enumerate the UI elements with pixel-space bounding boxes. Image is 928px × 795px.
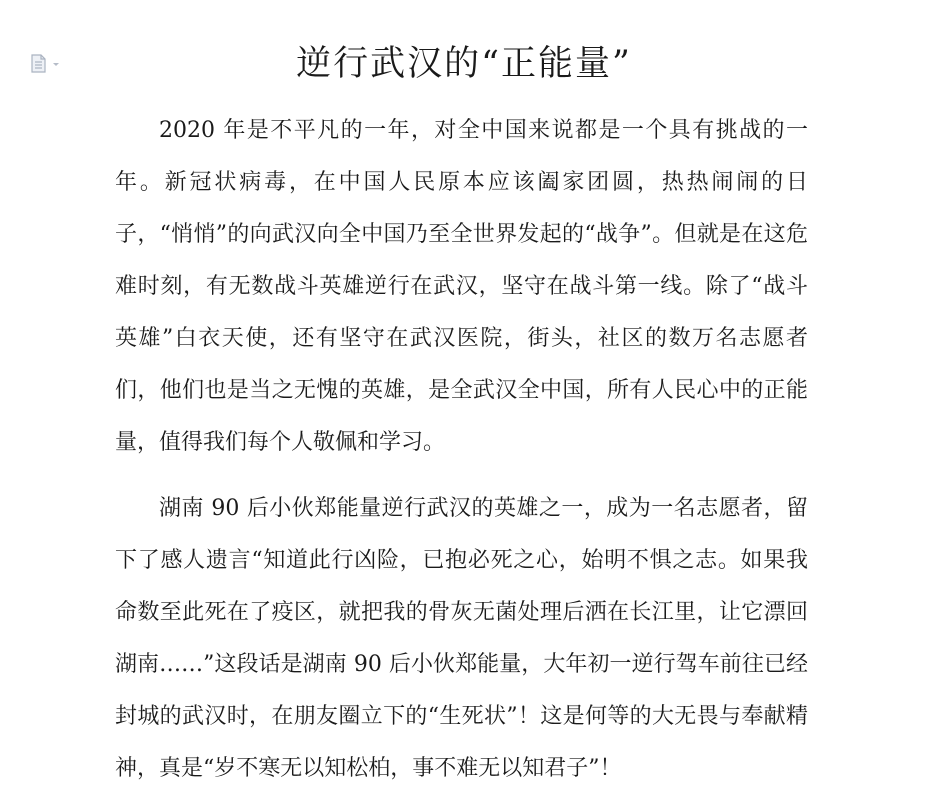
document-title: 逆行武汉的“正能量” — [296, 44, 632, 84]
paragraph-2: 湖南 90 后小伙郑能量逆行武汉的英雄之一，成为一名志愿者，留下了感人遗言“知道此行凶险，已抱必死之心，始明不惧之志。如果我命数至此死在了疫区，就把我的骨灰无菌处理后洒在长江里，让它漂回湖南……”这段话是湖南 90 后小伙郑能量，大年初一逆行驾车前往已经封城的武汉时，在朋友圈立下的“生死状”！这是何等的大无畏与奉献精神，真是“岁不寒无以知松柏，事不难无以知君子”！ — [115, 496, 808, 781]
document-body — [115, 105, 808, 795]
paragraph-1: 2020 年是不平凡的一年，对全中国来说都是一个具有挑战的一年。新冠状病毒，在中国人民原本应该阖家团圆，热热闹闹的日子，“悄悄”的向武汉向全中国乃至全世界发起的“战争”。但就是在这危难时刻，有无数战斗英雄逆行在武汉，坚守在战斗第一线。除了“战斗英雄”白衣天使，还有坚守在武汉医院，街头，社区的数万名志愿者们，他们也是当之无愧的英雄，是全武汉全中国，所有人民心中的正能量，值得我们每个人敬佩和学习。 — [115, 118, 808, 455]
